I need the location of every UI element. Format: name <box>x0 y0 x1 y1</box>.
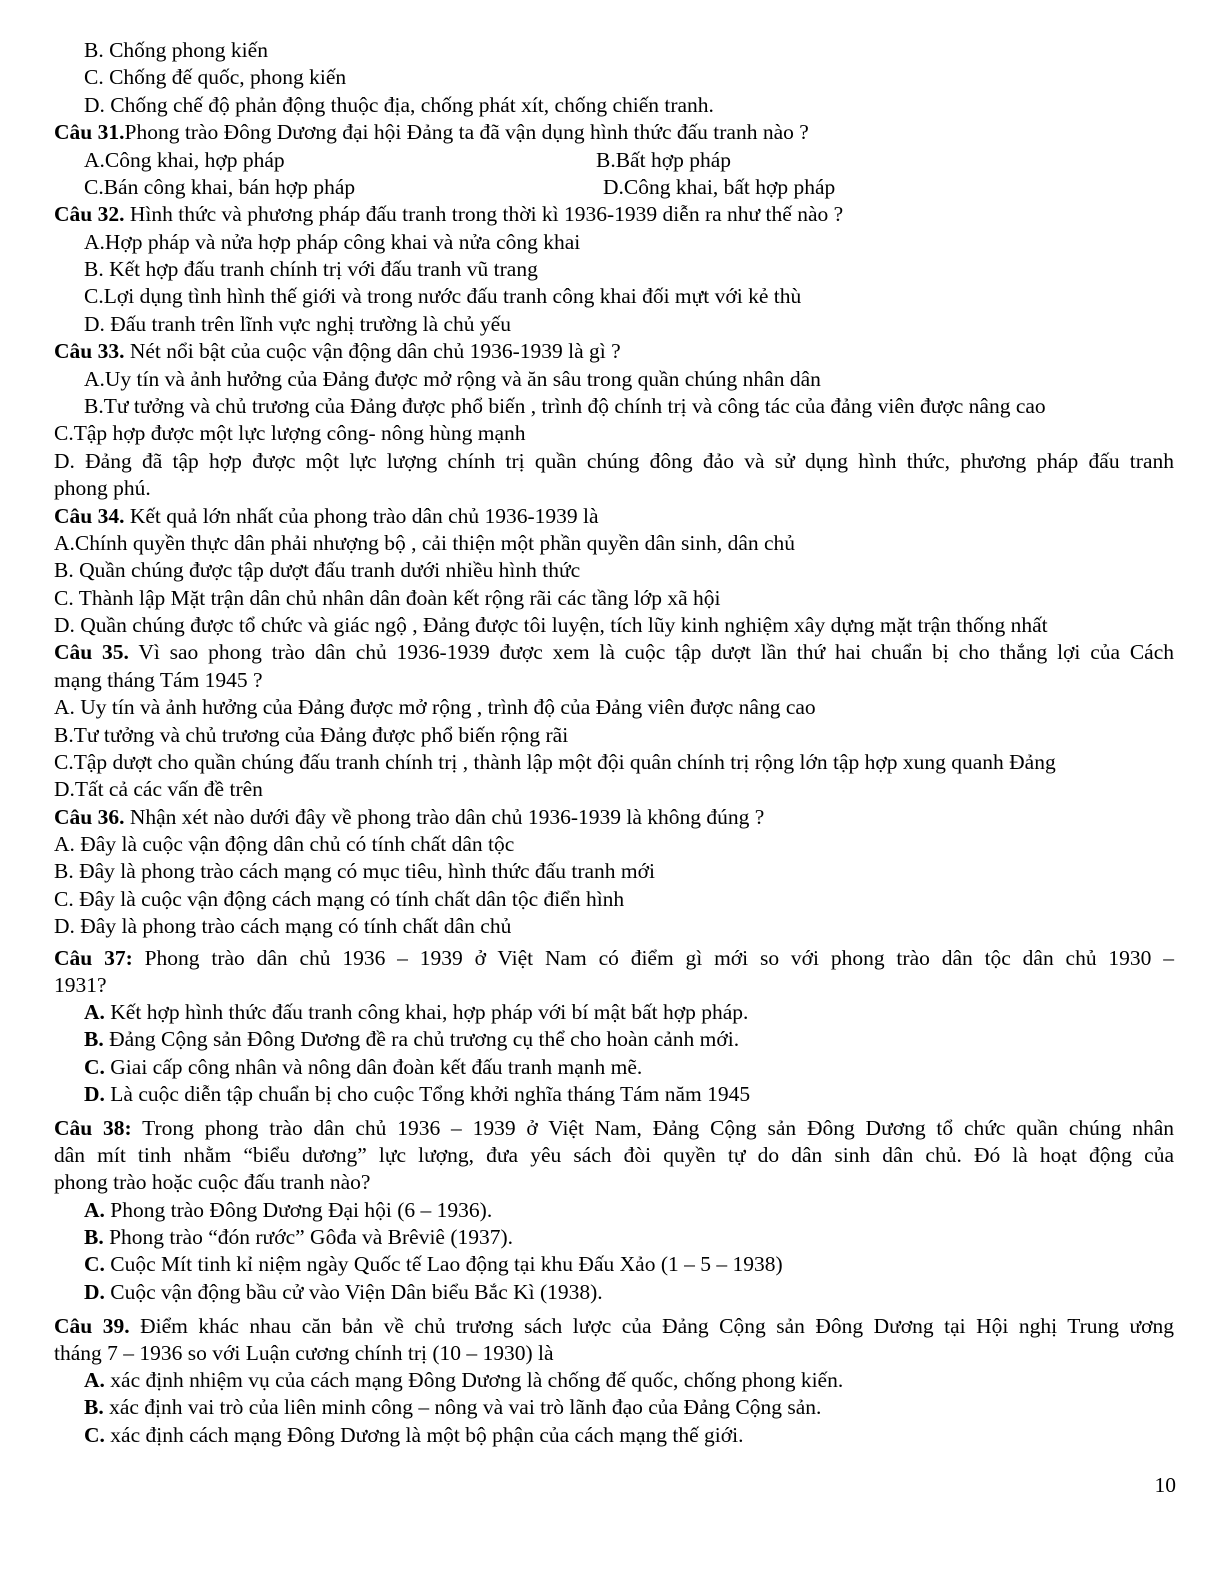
q38-option-a <box>84 1197 1174 1223</box>
q33-label: Câu 33. <box>54 339 125 363</box>
q38-option-c-key: C. <box>84 1252 105 1276</box>
q38-question-line3: phong trào hoặc cuộc đấu tranh nào? <box>54 1170 371 1194</box>
q38-label: Câu 38: <box>54 1116 132 1140</box>
q31-option-d: D.Công khai, bất hợp pháp <box>603 175 836 199</box>
q35-option-b: B.Tư tưởng và chủ trương của Đảng được phổ biến rộng rãi <box>54 723 569 747</box>
q39-label: Câu 39. <box>54 1314 130 1338</box>
q33-option-b: B.Tư tưởng và chủ trương của Đảng được phổ biến , trình độ chính trị và công tác của đảng viên được nâng cao <box>84 394 1046 418</box>
q33-option-a: A.Uy tín và ảnh hưởng của Đảng được mở rộng và ăn sâu trong quần chúng nhân dân <box>84 367 821 391</box>
q30-option-b: B. Chống phong kiến <box>84 38 268 62</box>
q38-option-a-text: Phong trào Đông Dương Đại hội (6 – 1936). <box>104 1198 493 1222</box>
q38-text-line1: Trong phong trào dân chủ 1936 – 1939 ở Việt Nam, Đảng Cộng sản Đông Dương tổ chức quần chúng nhân <box>131 1116 1174 1140</box>
q30-option-c: C. Chống đế quốc, phong kiến <box>84 65 347 89</box>
q39-option-c-text: xác định cách mạng Đông Dương là một bộ phận của cách mạng thế giới. <box>104 1423 744 1447</box>
q36-option-b: B. Đây là phong trào cách mạng có mục tiêu, hình thức đấu tranh mới <box>54 859 655 883</box>
q32-label: Câu 32. <box>54 202 125 226</box>
q32-option-b: B. Kết hợp đấu tranh chính trị với đấu tranh vũ trang <box>84 257 538 281</box>
q37-option-c <box>84 1054 1174 1080</box>
q38-option-d-key: D. <box>84 1280 105 1304</box>
q38-question-line2: dân mít tinh nhằm “biểu dương” lực lượng, đưa yêu sách đòi quyền tự do dân sinh dân chủ. Đó là hoạt động của <box>54 1143 1174 1167</box>
q35-label: Câu 35. <box>54 640 129 664</box>
q37-option-b-text: Đảng Cộng sản Đông Dương đề ra chủ trương cụ thể cho hoàn cảnh mới. <box>103 1027 740 1051</box>
q39-question-line2: tháng 7 – 1936 so với Luận cương chính trị (10 – 1930) là <box>54 1341 554 1365</box>
q31-label: Câu 31. <box>54 120 125 144</box>
q36-option-a: A. Đây là cuộc vận động dân chủ có tính chất dân tộc <box>54 832 515 856</box>
q37-question-line2: 1931? <box>54 973 107 997</box>
q37-option-a-key: A. <box>84 1000 105 1024</box>
q36-option-d: D. Đây là phong trào cách mạng có tính chất dân chủ <box>54 914 512 938</box>
q38-option-b-text: Phong trào “đón rước” Gôđa và Brêviê (1937). <box>103 1225 514 1249</box>
q39-question-line1 <box>54 1313 1174 1339</box>
q35-text-line1: Vì sao phong trào dân chủ 1936-1939 được xem là cuộc tập dượt lần thứ hai chuẩn bị cho thắng lợi của Cách <box>128 640 1175 664</box>
q39-option-b-key: B. <box>84 1395 104 1419</box>
q33-option-d-line1: D. Đảng đã tập hợp được một lực lượng chính trị quần chúng đông đảo và sử dụng hình thức, phương pháp đấu tranh <box>54 449 1174 473</box>
q37-option-a <box>84 999 1174 1025</box>
q30-option-d: D. Chống chế độ phản động thuộc địa, chống phát xít, chống chiến tranh. <box>84 93 714 117</box>
q36-label: Câu 36. <box>54 805 125 829</box>
q32-option-a: A.Hợp pháp và nửa hợp pháp công khai và nửa công khai <box>84 230 581 254</box>
q32-option-d: D. Đấu tranh trên lĩnh vực nghị trường là chủ yếu <box>84 312 511 336</box>
page-number: 10 <box>1154 1473 1176 1497</box>
q37-option-c-text: Giai cấp công nhân và nông dân đoàn kết đấu tranh mạnh mẽ. <box>104 1055 643 1079</box>
q38-option-b <box>84 1224 1174 1250</box>
q38-option-c-text: Cuộc Mít tinh kỉ niệm ngày Quốc tế Lao động tại khu Đấu Xảo (1 – 5 – 1938) <box>104 1252 783 1276</box>
q36-option-c: C. Đây là cuộc vận động cách mạng có tính chất dân tộc điển hình <box>54 887 625 911</box>
q33-option-c: C.Tập hợp được một lực lượng công- nông hùng mạnh <box>54 421 526 445</box>
q33-question <box>54 338 1174 364</box>
q38-option-d-text: Cuộc vận động bầu cử vào Viện Dân biểu Bắc Kì (1938). <box>104 1280 603 1304</box>
q38-question-line1 <box>54 1115 1174 1141</box>
q31-option-b: B.Bất hợp pháp <box>596 148 731 172</box>
q34-option-b: B. Quần chúng được tập dượt đấu tranh dưới nhiều hình thức <box>54 558 581 582</box>
q38-option-a-key: A. <box>84 1198 105 1222</box>
q39-text-line1: Điểm khác nhau căn bản về chủ trương sách lược của Đảng Cộng sản Đông Dương tại Hội nghị Trung ương <box>129 1314 1175 1338</box>
q32-question <box>54 201 1174 227</box>
q36-text: Nhận xét nào dưới đây về phong trào dân chủ 1936-1939 là không đúng ? <box>124 805 765 829</box>
q37-option-c-key: C. <box>84 1055 105 1079</box>
q34-question <box>54 503 1174 529</box>
q35-option-d: D.Tất cả các vấn đề trên <box>54 777 263 801</box>
q39-option-a <box>84 1367 1174 1393</box>
q38-option-b-key: B. <box>84 1225 104 1249</box>
q31-option-a: A.Công khai, hợp pháp <box>84 148 285 172</box>
q37-label: Câu 37: <box>54 946 133 970</box>
q32-option-c: C.Lợi dụng tình hình thế giới và trong nước đấu tranh công khai đối mựt với kẻ thù <box>84 284 802 308</box>
q35-option-a: A. Uy tín và ảnh hưởng của Đảng được mở rộng , trình độ của Đảng viên được nâng cao <box>54 695 816 719</box>
q37-option-d-key: D. <box>84 1082 105 1106</box>
q32-text: Hình thức và phương pháp đấu tranh trong thời kì 1936-1939 diễn ra như thế nào ? <box>124 202 844 226</box>
q39-option-a-key: A. <box>84 1368 105 1392</box>
q37-option-a-text: Kết hợp hình thức đấu tranh công khai, hợp pháp với bí mật bất hợp pháp. <box>104 1000 749 1024</box>
q39-option-c-key: C. <box>84 1423 105 1447</box>
q37-option-b <box>84 1026 1174 1052</box>
q31-option-c: C.Bán công khai, bán hợp pháp <box>84 175 356 199</box>
q39-option-b <box>84 1394 1174 1420</box>
q34-option-a: A.Chính quyền thực dân phải nhượng bộ , cải thiện một phần quyền dân sinh, dân chủ <box>54 531 796 555</box>
q38-option-d <box>84 1279 1174 1305</box>
q37-question-line1 <box>54 945 1174 971</box>
q33-text: Nét nổi bật của cuộc vận động dân chủ 1936-1939 là gì ? <box>124 339 621 363</box>
q37-option-d-text: Là cuộc diễn tập chuẩn bị cho cuộc Tổng khởi nghĩa tháng Tám năm 1945 <box>104 1082 751 1106</box>
q34-option-c: C. Thành lập Mặt trận dân chủ nhân dân đoàn kết rộng rãi các tầng lớp xã hội <box>54 586 721 610</box>
q31-question <box>54 119 1174 145</box>
q39-option-c <box>84 1422 1174 1448</box>
q36-question <box>54 804 1174 830</box>
q39-option-a-text: xác định nhiệm vụ của cách mạng Đông Dương là chống đế quốc, chống phong kiến. <box>104 1368 844 1392</box>
q34-label: Câu 34. <box>54 504 125 528</box>
q37-text-line1: Phong trào dân chủ 1936 – 1939 ở Việt Nam có điểm gì mới so với phong trào dân tộc dân chủ 1930 – <box>132 946 1174 970</box>
q35-question-line2: mạng tháng Tám 1945 ? <box>54 668 263 692</box>
q31-text: Phong trào Đông Dương đại hội Đảng ta đã vận dụng hình thức đấu tranh nào ? <box>124 120 809 144</box>
q34-option-d: D. Quần chúng được tổ chức và giác ngộ , Đảng được tôi luyện, tích lũy kinh nghiệm xây dựng mặt trận thống nhất <box>54 613 1048 637</box>
q39-option-b-text: xác định vai trò của liên minh công – nông và vai trò lãnh đạo của Đảng Cộng sản. <box>103 1395 822 1419</box>
q38-option-c <box>84 1251 1174 1277</box>
q35-question-line1 <box>54 639 1174 665</box>
q37-option-b-key: B. <box>84 1027 104 1051</box>
q37-option-d <box>84 1081 1174 1107</box>
q35-option-c: C.Tập dượt cho quần chúng đấu tranh chính trị , thành lập một đội quân chính trị rộng lớn tập hợp xung quanh Đảng <box>54 750 1056 774</box>
q33-option-d-line2: phong phú. <box>54 476 151 500</box>
q34-text: Kết quả lớn nhất của phong trào dân chủ 1936-1939 là <box>124 504 599 528</box>
